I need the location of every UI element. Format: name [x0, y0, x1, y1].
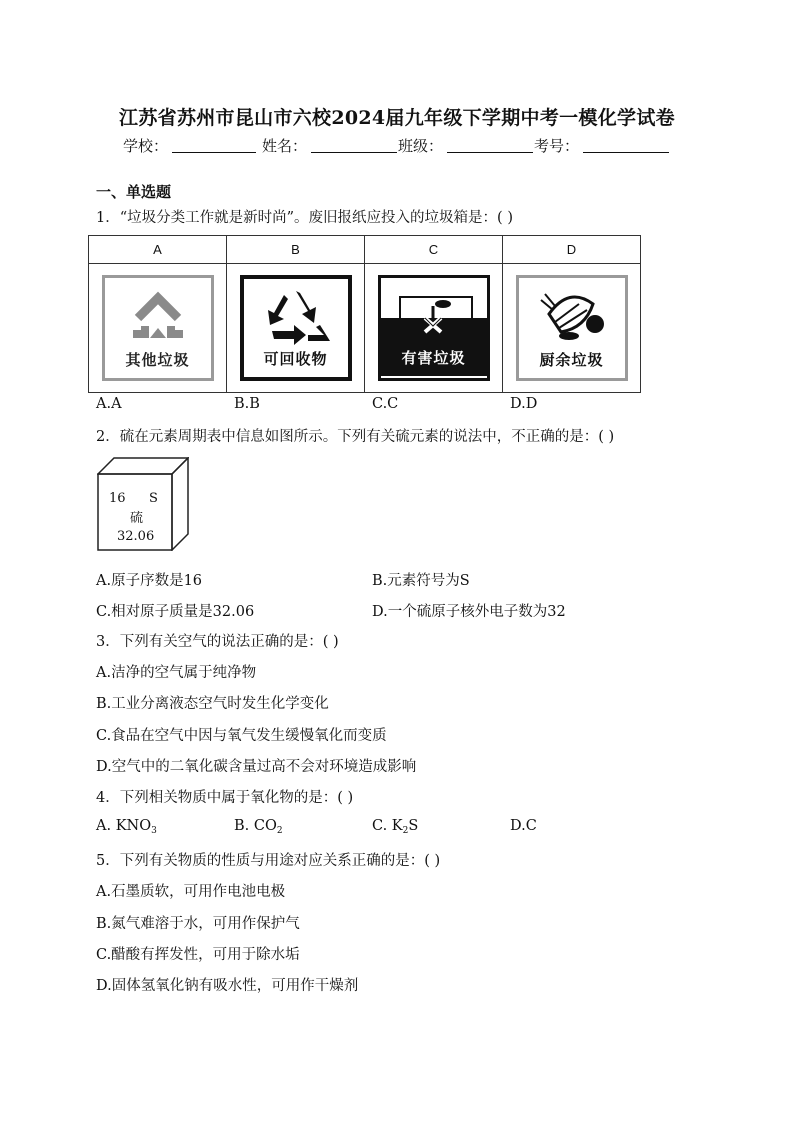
element-number: 16 — [109, 491, 126, 506]
school-label: 学校： — [123, 137, 169, 155]
q4-c-formula: C. K — [372, 818, 403, 834]
q3-stem: 3．下列有关空气的说法正确的是：( ) — [96, 634, 339, 650]
q1-option-d[interactable]: D.D — [510, 396, 538, 412]
q3-option-a[interactable]: A.洁净的空气属于纯净物 — [96, 665, 257, 681]
q1-header-c: C — [365, 236, 503, 264]
q1-stem: 1．“垃圾分类工作就是新时尚”。废旧报纸应投入的垃圾箱是：( ) — [96, 210, 513, 226]
number-field — [534, 135, 669, 156]
element-symbol: S — [149, 491, 158, 506]
q4-b-subscript: 2 — [276, 826, 283, 836]
q4-option-a[interactable] — [96, 818, 157, 836]
bin-label-b: 可回收物 — [263, 350, 328, 368]
bin-label-c: 有害垃圾 — [401, 349, 466, 367]
other-waste-bin — [102, 275, 214, 381]
number-label: 考号： — [534, 137, 580, 155]
q1-bin-table — [88, 235, 641, 393]
section-heading: 一、单选题 — [96, 183, 172, 201]
q5-option-a[interactable]: A.石墨质软，可用作电池电极 — [96, 884, 286, 900]
q1-cell-c — [365, 264, 503, 393]
school-blank[interactable] — [172, 138, 256, 153]
q1-cell-a — [89, 264, 227, 393]
recyclable-bin — [240, 275, 352, 381]
q2-stem: 2．硫在元素周期表中信息如图所示。下列有关硫元素的说法中，不正确的是：( ) — [96, 429, 615, 445]
class-label: 班级： — [398, 137, 444, 155]
q4-b-formula: B. CO — [234, 818, 277, 834]
hazardous-bin — [378, 275, 490, 381]
page-title: 江苏省苏州市昆山市六校2024届九年级下学期中考一模化学试卷 — [119, 107, 675, 129]
name-label: 姓名： — [262, 137, 308, 155]
q4-c-suffix: S — [408, 818, 419, 834]
class-field — [398, 135, 533, 156]
q5-option-c[interactable]: C.醋酸有挥发性，可用于除水垢 — [96, 947, 300, 963]
recycle-icon — [244, 283, 348, 355]
q3-option-b[interactable]: B.工业分离液态空气时发生化学变化 — [96, 696, 329, 712]
q1-cell-b — [227, 264, 365, 393]
q5-option-d[interactable]: D.固体氢氧化钠有吸水性，可用作干燥剂 — [96, 978, 359, 994]
kitchen-waste-bin — [516, 275, 628, 381]
class-blank[interactable] — [447, 138, 533, 153]
q1-header-d: D — [503, 236, 641, 264]
q4-option-c[interactable] — [372, 818, 418, 836]
q5-option-b[interactable]: B.氮气难溶于水，可用作保护气 — [96, 916, 300, 932]
q3-option-d[interactable]: D.空气中的二氧化碳含量过高不会对环境造成影响 — [96, 759, 417, 775]
q4-option-b[interactable] — [234, 818, 283, 836]
number-blank[interactable] — [583, 138, 669, 153]
q2-option-a[interactable]: A.原子序数是16 — [96, 573, 203, 589]
element-mass: 32.06 — [117, 529, 155, 544]
bin-label-a: 其他垃圾 — [125, 351, 190, 369]
q1-option-b[interactable]: B.B — [234, 396, 260, 412]
name-blank[interactable] — [311, 138, 397, 153]
q1-option-a[interactable]: A.A — [96, 396, 122, 412]
q1-header-a: A — [89, 236, 227, 264]
name-field — [262, 135, 397, 156]
q4-option-d[interactable]: D.C — [510, 818, 537, 834]
q2-option-c[interactable]: C.相对原子质量是32.06 — [96, 604, 255, 620]
q2-option-d[interactable]: D.一个硫原子核外电子数为32 — [372, 604, 566, 620]
q5-stem: 5．下列有关物质的性质与用途对应关系正确的是：( ) — [96, 853, 441, 869]
q4-a-subscript: 3 — [151, 826, 157, 836]
q2-option-b[interactable]: B.元素符号为S — [372, 573, 470, 589]
q3-option-c[interactable]: C.食品在空气中因与氧气发生缓慢氧化而变质 — [96, 728, 387, 744]
periodic-element-card — [97, 457, 189, 551]
kitchen-waste-icon — [519, 280, 625, 352]
q1-cell-d — [503, 264, 641, 393]
q4-stem: 4．下列相关物质中属于氧化物的是：( ) — [96, 790, 354, 806]
q4-a-formula: A. KNO — [96, 818, 152, 834]
q1-option-c[interactable]: C.C — [372, 396, 399, 412]
q4-c-subscript: 2 — [402, 826, 409, 836]
school-field — [123, 135, 256, 156]
other-waste-icon — [105, 282, 211, 354]
element-name: 硫 — [130, 511, 144, 526]
bin-label-d: 厨余垃圾 — [539, 351, 604, 369]
q1-header-b: B — [227, 236, 365, 264]
